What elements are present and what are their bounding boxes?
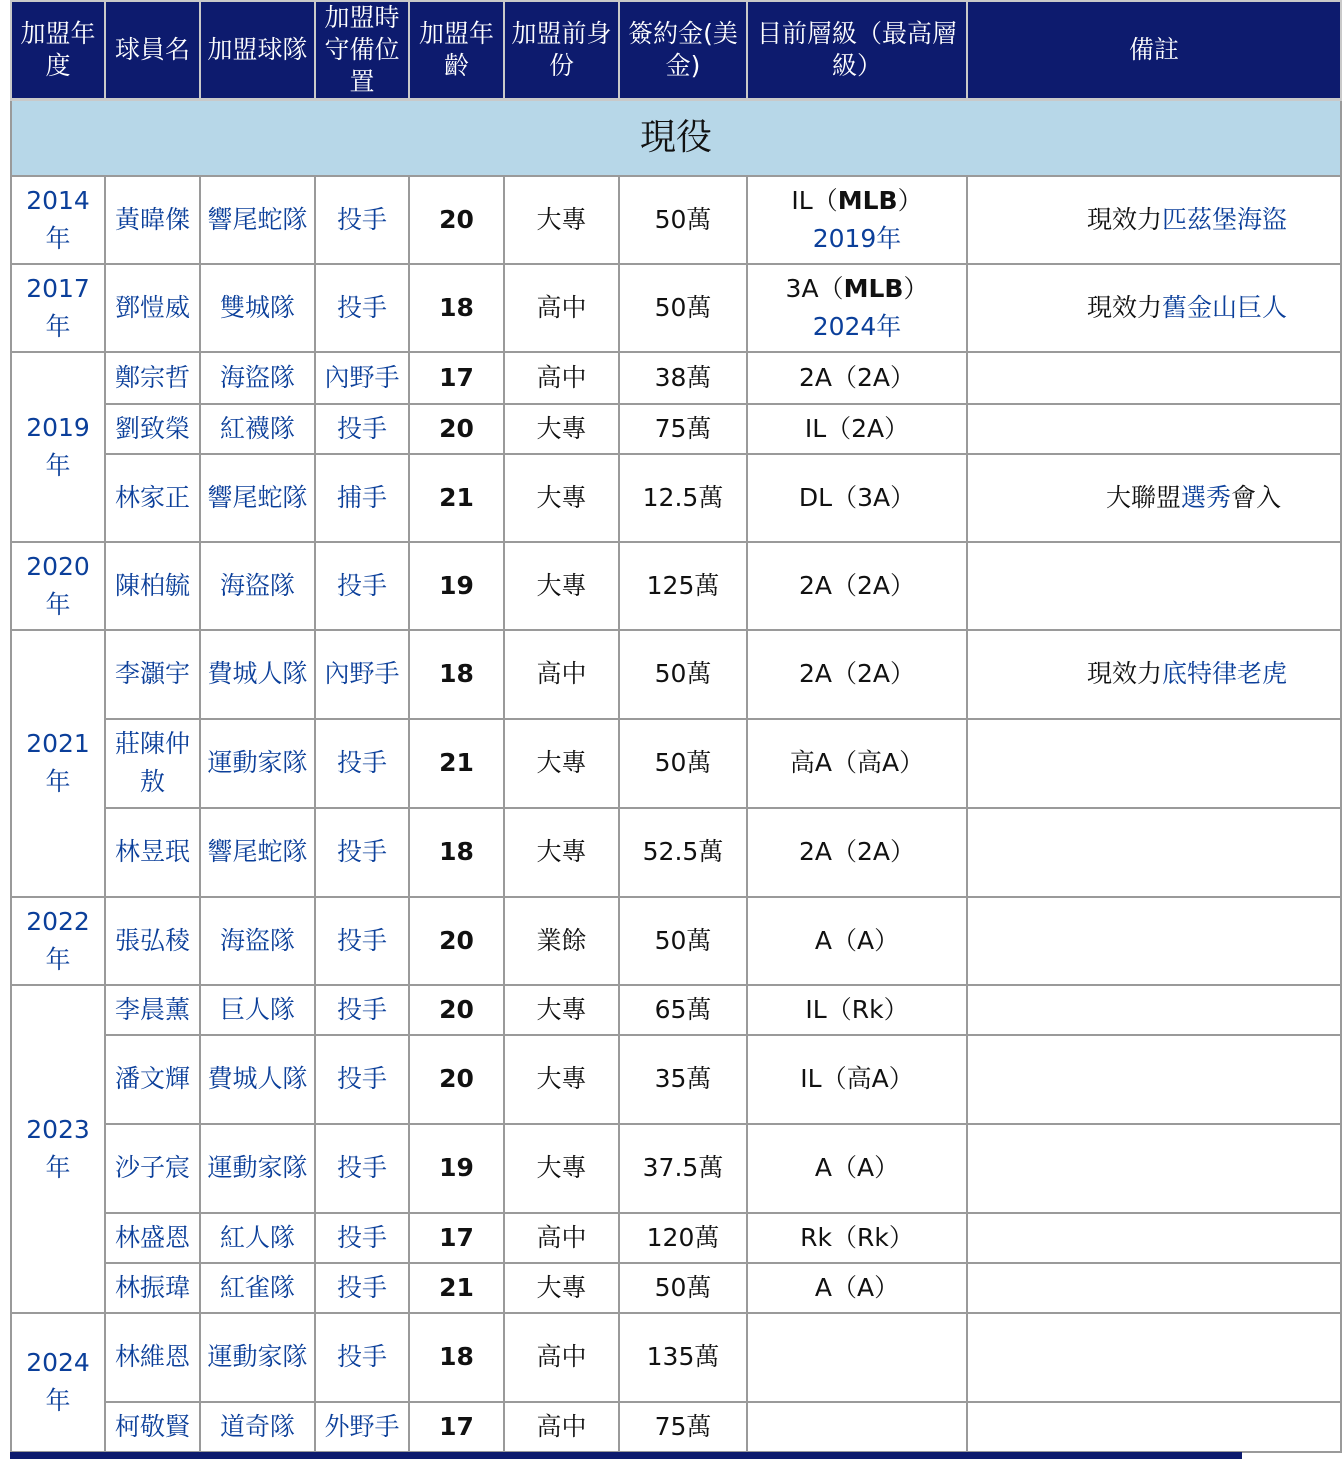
team-name[interactable]: 運動家隊 [200,719,315,808]
team-name[interactable]: 雙城隊 [200,264,315,352]
age: 21 [409,719,504,808]
player-name[interactable]: 李晨薰 [105,985,200,1035]
team-name[interactable]: 海盜隊 [200,897,315,985]
background: 大專 [504,719,619,808]
bonus: 75萬 [619,404,747,454]
player-name[interactable]: 鄭宗哲 [105,352,200,404]
age: 18 [409,264,504,352]
table-row [11,985,1341,1035]
bonus: 50萬 [619,264,747,352]
position[interactable]: 捕手 [315,454,409,542]
background: 高中 [504,352,619,404]
level: 2A（2A） [747,352,967,404]
position[interactable]: 投手 [315,1035,409,1124]
position[interactable]: 外野手 [315,1402,409,1452]
age: 20 [409,985,504,1035]
bonus: 75萬 [619,1402,747,1452]
level: A（A） [747,897,967,985]
note-link[interactable]: 底特律老虎 [1162,659,1288,688]
bonus: 38萬 [619,352,747,404]
player-name[interactable]: 柯敬賢 [105,1402,200,1452]
age: 17 [409,352,504,404]
bonus: 50萬 [619,630,747,719]
background: 大專 [504,1124,619,1213]
level: 2A（2A） [747,542,967,630]
header-row [11,1,1341,100]
team-name[interactable]: 響尾蛇隊 [200,454,315,542]
header-background[interactable]: 加盟前身份 [504,1,619,100]
table-row [11,264,1341,352]
level-text: 3A（ [785,273,844,303]
note [967,1124,1341,1213]
player-name[interactable]: 林振瑋 [105,1263,200,1313]
position[interactable]: 投手 [315,176,409,264]
team-name[interactable]: 響尾蛇隊 [200,808,315,897]
player-name[interactable]: 劉致榮 [105,404,200,454]
table-row [11,1313,1341,1402]
header-age[interactable]: 加盟年齡 [409,1,504,100]
level: A（A） [747,1124,967,1213]
table-row [11,542,1341,630]
player-name[interactable]: 林維恩 [105,1313,200,1402]
background: 業餘 [504,897,619,985]
bonus: 52.5萬 [619,808,747,897]
bonus: 50萬 [619,176,747,264]
level [747,264,967,352]
background: 高中 [504,1402,619,1452]
player-name[interactable]: 潘文輝 [105,1035,200,1124]
background: 大專 [504,808,619,897]
background: 大專 [504,454,619,542]
note [967,176,1341,264]
header-player[interactable]: 球員名 [105,1,200,100]
player-name[interactable]: 鄧愷威 [105,264,200,352]
table-row [11,176,1341,264]
team-name[interactable]: 響尾蛇隊 [200,176,315,264]
table-row [11,404,1341,454]
section-title: 現役 [11,100,1341,176]
bonus: 35萬 [619,1035,747,1124]
note-link[interactable]: 匹茲堡海盜 [1162,204,1288,234]
level: IL（2A） [747,404,967,454]
note-text-end: 會入 [1231,482,1282,512]
note [967,808,1341,897]
note [967,1035,1341,1124]
note [967,1313,1341,1402]
table-row [11,897,1341,985]
level: Rk（Rk） [747,1213,967,1263]
team-name[interactable]: 紅襪隊 [200,404,315,454]
note [967,454,1341,542]
player-name[interactable]: 莊陳仲敖 [105,719,200,808]
note-text: 現效力 [1086,659,1162,688]
age: 20 [409,897,504,985]
level: IL（Rk） [747,985,967,1035]
header-bonus[interactable]: 簽約金(美金) [619,1,747,100]
note [967,719,1341,808]
background: 高中 [504,264,619,352]
level-bold: MLB [843,273,904,303]
bonus: 135萬 [619,1313,747,1402]
background: 大專 [504,176,619,264]
year-cell[interactable]: 2017年 [11,264,105,352]
player-name[interactable]: 林昱珉 [105,808,200,897]
position[interactable]: 投手 [315,1213,409,1263]
bonus: 37.5萬 [619,1124,747,1213]
note [967,542,1341,630]
age: 20 [409,404,504,454]
position[interactable]: 投手 [315,1124,409,1213]
header-year[interactable]: 加盟年度 [11,1,105,100]
player-name[interactable]: 陳柏毓 [105,542,200,630]
level-end: ） [897,185,923,215]
team-name[interactable]: 紅雀隊 [200,1263,315,1313]
year-cell[interactable]: 2020年 [11,542,105,630]
position[interactable]: 投手 [315,264,409,352]
player-name[interactable]: 黃暐傑 [105,176,200,264]
team-name[interactable]: 海盜隊 [200,542,315,630]
level-end: ） [903,273,929,303]
age: 21 [409,454,504,542]
note [967,985,1341,1035]
position[interactable]: 內野手 [315,352,409,404]
year-cell[interactable]: 2014年 [11,176,105,264]
header-level[interactable]: 目前層級（最高層級） [747,1,967,100]
level [747,176,967,264]
position[interactable]: 內野手 [315,630,409,719]
player-name[interactable]: 林盛恩 [105,1213,200,1263]
background: 大專 [504,404,619,454]
position[interactable]: 投手 [315,542,409,630]
age: 18 [409,630,504,719]
player-name[interactable]: 李灝宇 [105,630,200,719]
background: 高中 [504,630,619,719]
note [967,352,1341,404]
year-cell[interactable]: 2023年 [11,985,105,1313]
level-year-link[interactable]: 2019年 [812,223,902,253]
team-name[interactable]: 巨人隊 [200,985,315,1035]
player-name[interactable]: 張弘稜 [105,897,200,985]
header-notes[interactable]: 備註 [967,1,1341,100]
level: IL（高A） [747,1035,967,1124]
player-name[interactable]: 林家正 [105,454,200,542]
header-team[interactable]: 加盟球隊 [200,1,315,100]
note-text: 現效力 [1086,292,1162,322]
age: 18 [409,808,504,897]
age: 19 [409,1124,504,1213]
team-name[interactable]: 紅人隊 [200,1213,315,1263]
age: 18 [409,1313,504,1402]
background: 大專 [504,1263,619,1313]
age: 17 [409,1402,504,1452]
bonus: 50萬 [619,719,747,808]
header-position[interactable]: 加盟時守備位置 [315,1,409,100]
note [967,1213,1341,1263]
position[interactable]: 投手 [315,1313,409,1402]
note [967,264,1341,352]
level: 2A（2A） [747,808,967,897]
age: 21 [409,1263,504,1313]
team-name[interactable]: 費城人隊 [200,1035,315,1124]
level-bold: MLB [837,185,898,215]
bonus: 120萬 [619,1213,747,1263]
background: 大專 [504,985,619,1035]
note [967,1402,1341,1452]
table-row [11,1035,1341,1124]
table-row [11,630,1341,719]
table-row [11,719,1341,808]
position[interactable]: 投手 [315,897,409,985]
team-name[interactable]: 費城人隊 [200,630,315,719]
age: 20 [409,1035,504,1124]
background: 大專 [504,1035,619,1124]
position[interactable]: 投手 [315,1263,409,1313]
table-row [11,1124,1341,1213]
note-text: 現效力 [1086,204,1162,234]
table-row [11,1263,1341,1313]
note-text: 大聯盟 [1105,482,1181,512]
position[interactable]: 投手 [315,808,409,897]
team-name[interactable]: 道奇隊 [200,1402,315,1452]
level: 高A（高A） [747,719,967,808]
team-name[interactable]: 運動家隊 [200,1124,315,1213]
position[interactable]: 投手 [315,719,409,808]
table-row [11,808,1341,897]
bonus: 50萬 [619,1263,747,1313]
section-row [11,100,1341,176]
position[interactable]: 投手 [315,404,409,454]
position[interactable]: 投手 [315,985,409,1035]
note-link[interactable]: 舊金山巨人 [1162,292,1288,322]
draft-roster-table [10,0,1342,1453]
player-name[interactable]: 沙子宸 [105,1124,200,1213]
level: A（A） [747,1263,967,1313]
table-row [11,454,1341,542]
year-cell[interactable]: 2024年 [11,1313,105,1452]
note [967,630,1341,719]
level [747,1402,967,1452]
note [967,404,1341,454]
year-cell[interactable]: 2021年 [11,630,105,897]
bonus: 125萬 [619,542,747,630]
level: DL（3A） [747,454,967,542]
team-name[interactable]: 運動家隊 [200,1313,315,1402]
bonus: 50萬 [619,897,747,985]
background: 大專 [504,542,619,630]
note-link[interactable]: 選秀 [1180,482,1231,512]
level-year-link[interactable]: 2024年 [812,311,902,341]
level [747,1313,967,1402]
table-bottom-bar [10,1452,1242,1459]
note [967,897,1341,985]
level: 2A（2A） [747,630,967,719]
age: 20 [409,176,504,264]
note [967,1263,1341,1313]
bonus: 65萬 [619,985,747,1035]
table-row [11,1213,1341,1263]
level-text: IL（ [791,185,838,215]
table-row [11,1402,1341,1452]
year-cell[interactable]: 2022年 [11,897,105,985]
table-row [11,352,1341,404]
age: 19 [409,542,504,630]
age: 17 [409,1213,504,1263]
year-cell[interactable]: 2019年 [11,352,105,542]
background: 高中 [504,1313,619,1402]
background: 高中 [504,1213,619,1263]
bonus: 12.5萬 [619,454,747,542]
team-name[interactable]: 海盜隊 [200,352,315,404]
